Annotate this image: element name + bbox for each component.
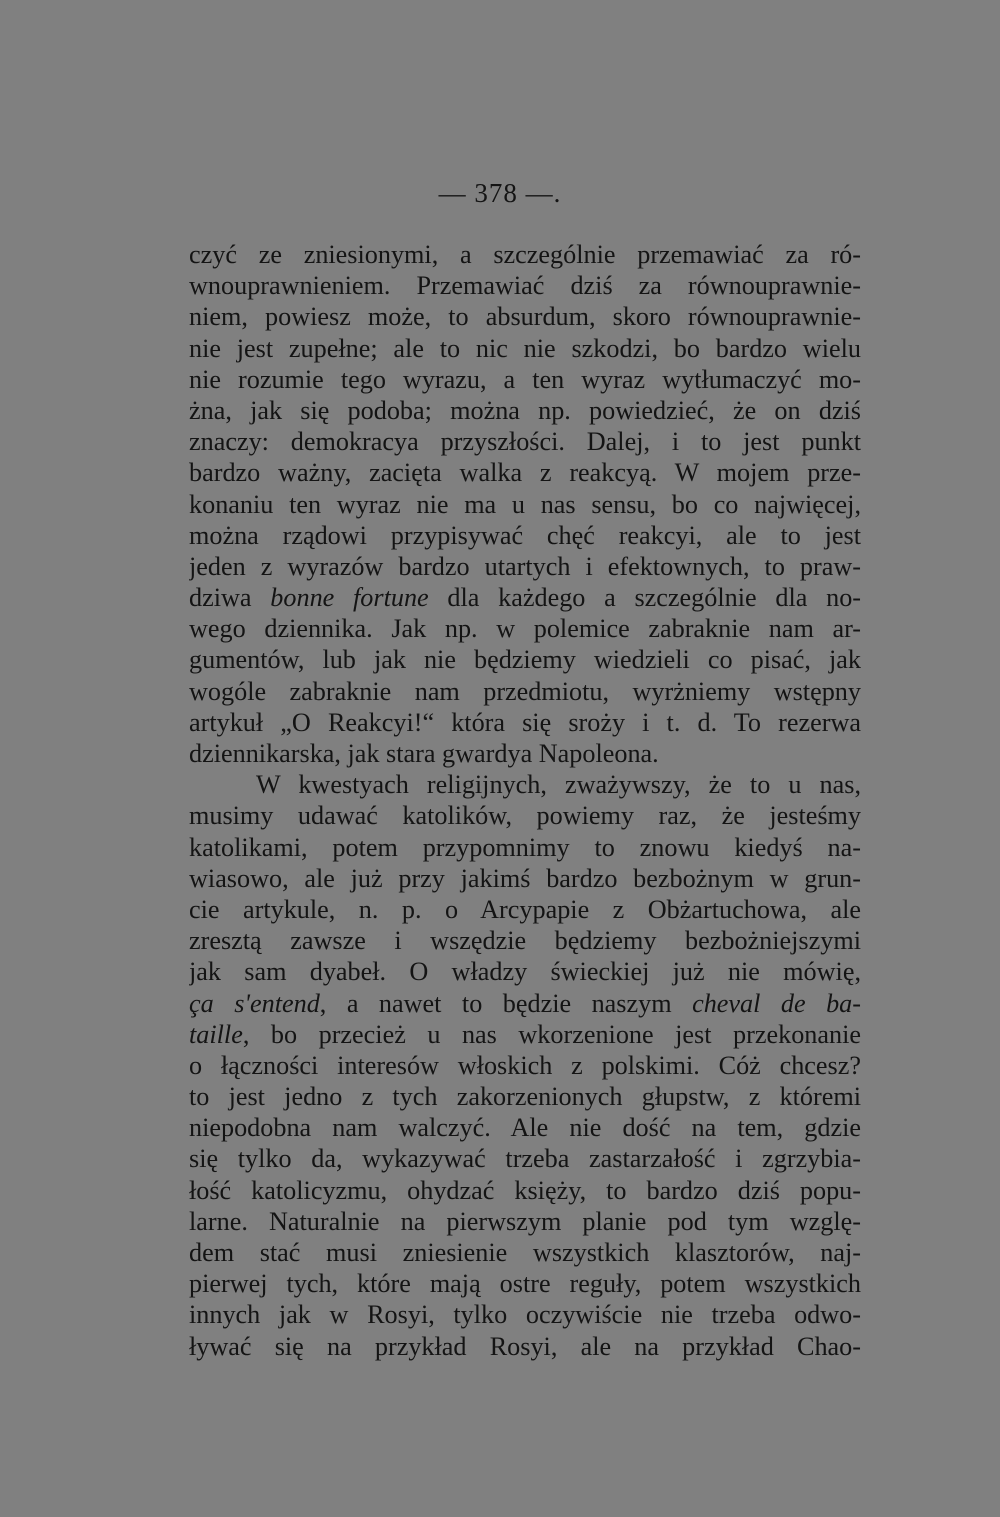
text-segment: katolikami, potem przypomnimy to znowu kiedyś na- bbox=[189, 832, 861, 862]
text-segment: , a nawet to będzie naszym bbox=[319, 988, 693, 1018]
text-segment: dziennikarska, jak stara gwardya Napoleona. bbox=[189, 739, 659, 768]
text-segment: , bo przecież u nas wkorzenione jest przekonanie bbox=[242, 1019, 861, 1049]
text-line bbox=[189, 1299, 861, 1330]
text-line bbox=[189, 301, 861, 332]
body-text bbox=[189, 239, 861, 1362]
text-line bbox=[189, 551, 861, 582]
text-line bbox=[189, 644, 861, 675]
text-segment: jeden z wyrazów bardzo utartych i efektownych, to praw- bbox=[189, 551, 861, 581]
text-segment: innych jak w Rosyi, tylko oczywiście nie trzeba odwo- bbox=[189, 1300, 861, 1330]
text-segment: musimy udawać katolików, powiemy raz, że jesteśmy bbox=[189, 801, 861, 831]
text-line bbox=[189, 1112, 861, 1143]
text-segment: znaczy: demokracya przyszłości. Dalej, i to jest punkt bbox=[189, 427, 861, 457]
text-segment: to jest jedno z tych zakorzenionych głupstw, z któremi bbox=[189, 1082, 861, 1112]
text-line bbox=[189, 457, 861, 488]
text-line bbox=[189, 270, 861, 301]
text-line bbox=[189, 426, 861, 457]
text-segment: W kwestyach religijnych, zważywszy, że to u nas, bbox=[256, 770, 861, 800]
text-line bbox=[189, 239, 861, 270]
text-segment: się tylko da, wykazywać trzeba zastarzałość i zgrzybia- bbox=[189, 1144, 861, 1174]
text-segment: wego dziennika. Jak np. w polemice zabraknie nam ar- bbox=[189, 614, 861, 644]
text-line bbox=[189, 1237, 861, 1268]
text-line bbox=[189, 1143, 861, 1174]
text-line bbox=[189, 582, 861, 613]
text-line bbox=[189, 988, 861, 1019]
text-segment: gumentów, lub jak nie będziemy wiedzieli co pisać, jak bbox=[189, 645, 861, 675]
text-segment: artykuł „O Reakcyi!“ która się sroży i t. d. To rezerwa bbox=[189, 707, 861, 737]
text-segment: czyć ze zniesionymi, a szczególnie przemawiać za ró- bbox=[189, 240, 861, 269]
text-segment: dla każdego a szczególnie dla no- bbox=[428, 583, 861, 613]
text-line bbox=[189, 1050, 861, 1081]
page-number: — 378 —. bbox=[438, 178, 562, 208]
text-segment: wogóle zabraknie nam przedmiotu, wyrżniemy wstępny bbox=[189, 676, 861, 706]
text-segment: bardzo ważny, zacięta walka z reakcyą. W mojem prze- bbox=[189, 458, 861, 488]
text-line bbox=[189, 738, 861, 769]
text-line bbox=[189, 1268, 861, 1299]
text-line bbox=[189, 769, 861, 800]
text-segment: larne. Naturalnie na pierwszym planie pod tym wzglę- bbox=[189, 1206, 861, 1236]
text-line bbox=[189, 613, 861, 644]
italic-phrase: taille bbox=[189, 1019, 243, 1049]
text-line bbox=[189, 894, 861, 925]
text-segment: zresztą zawsze i wszędzie będziemy bezbożniejszymi bbox=[189, 926, 861, 956]
text-segment: żna, jak się podoba; można np. powiedzieć, że on dziś bbox=[189, 395, 861, 425]
text-segment: wnouprawnieniem. Przemawiać dziś za równouprawnie- bbox=[189, 271, 861, 301]
text-segment: wiasowo, ale już przy jakimś bardzo bezbożnym w grun- bbox=[189, 863, 861, 893]
text-line bbox=[189, 676, 861, 707]
text-line bbox=[189, 489, 861, 520]
text-segment: konaniu ten wyraz nie ma u nas sensu, bo co najwięcej, bbox=[189, 489, 861, 519]
text-line bbox=[189, 707, 861, 738]
text-line bbox=[189, 1206, 861, 1237]
text-line bbox=[189, 1019, 861, 1050]
text-line bbox=[189, 1175, 861, 1206]
text-segment: pierwej tych, które mają ostre reguły, potem wszystkich bbox=[189, 1269, 861, 1299]
italic-phrase: cheval de ba- bbox=[692, 988, 861, 1018]
text-segment: dziwa bbox=[189, 583, 271, 613]
text-segment: niem, powiesz może, to absurdum, skoro równouprawnie- bbox=[189, 302, 861, 332]
text-line bbox=[189, 956, 861, 987]
text-segment: nie jest zupełne; ale to nic nie szkodzi, bo bardzo wielu bbox=[189, 333, 861, 363]
text-segment: jak sam dyabeł. O władzy świeckiej już nie mówię, bbox=[189, 957, 861, 987]
text-line bbox=[189, 395, 861, 426]
italic-phrase: ça s'entend bbox=[189, 988, 320, 1018]
italic-phrase: bonne fortune bbox=[270, 583, 429, 613]
text-segment: nie rozumie tego wyrazu, a ten wyraz wytłumaczyć mo- bbox=[189, 364, 861, 394]
text-segment: łość katolicyzmu, ohydzać księży, to bardzo dziś popu- bbox=[189, 1175, 861, 1205]
text-segment: dem stać musi zniesienie wszystkich klasztorów, naj- bbox=[189, 1238, 861, 1267]
text-line bbox=[189, 800, 861, 831]
text-line bbox=[189, 333, 861, 364]
text-line bbox=[189, 925, 861, 956]
text-segment: o łączności interesów włoskich z polskimi. Cóż chcesz? bbox=[189, 1050, 861, 1080]
text-segment: niepodobna nam walczyć. Ale nie dość na tem, gdzie bbox=[189, 1113, 861, 1143]
text-line bbox=[189, 520, 861, 551]
text-line bbox=[189, 863, 861, 894]
text-line bbox=[189, 364, 861, 395]
text-line bbox=[189, 1081, 861, 1112]
text-line bbox=[189, 1331, 861, 1362]
text-segment: ływać się na przykład Rosyi, ale na przykład Chao- bbox=[189, 1331, 861, 1361]
text-segment: cie artykule, n. p. o Arcypapie z Obżartuchowa, ale bbox=[189, 894, 861, 924]
text-line bbox=[189, 832, 861, 863]
text-segment: można rządowi przypisywać chęć reakcyi, ale to jest bbox=[189, 520, 861, 550]
